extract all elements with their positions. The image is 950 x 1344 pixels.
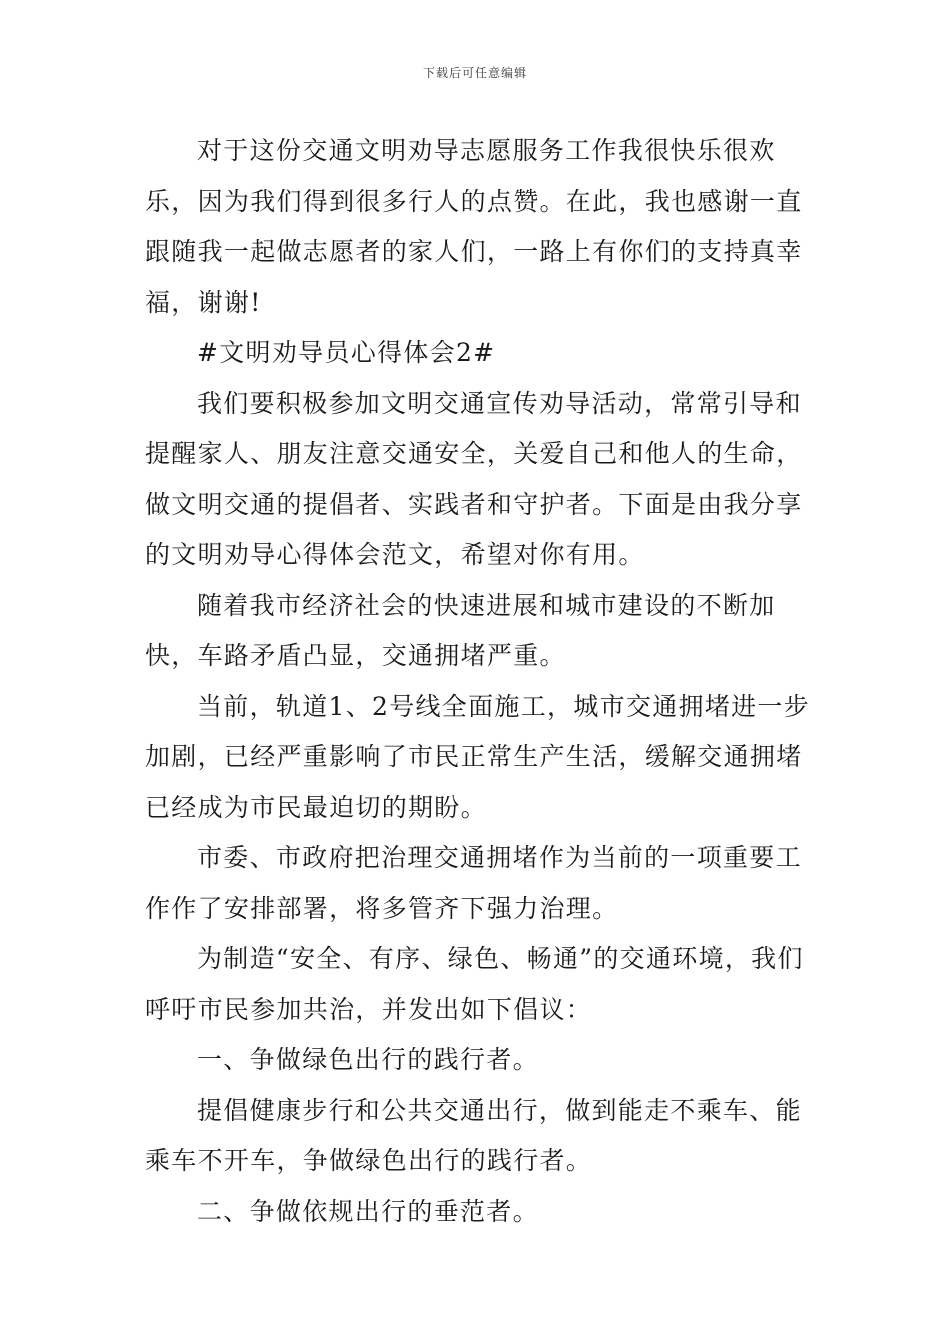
paragraph-current-situation: 当前，轨道1、2号线全面施工，城市交通拥堵进一步加剧，已经严重影响了市民正常生产生活，缓解交通拥堵已经成为市民最迫切的期盼。 [145, 691, 811, 822]
section-heading: #文明劝导员心得体会2# [197, 338, 496, 367]
paragraph-thanks: 对于这份交通文明劝导志愿服务工作我很快乐很欢乐，因为我们得到很多行人的点赞。在此，我也感谢一直跟随我一起做志愿者的家人们，一路上有你们的支持真幸福，谢谢! [145, 136, 803, 317]
paragraph-background: 随着我市经济社会的快速进展和城市建设的不断加快，车路矛盾凸显，交通拥堵严重。 [145, 590, 776, 670]
paragraph-government-plan: 市委、市政府把治理交通拥堵作为当前的一项重要工作作了安排部署，将多管齐下强力治理。 [145, 843, 802, 923]
paragraph-appeal: 为制造“安全、有序、绿色、畅通”的交通环境，我们呼吁市民参加共治，并发出如下倡议： [145, 944, 804, 1024]
document-body [145, 126, 825, 1237]
page-header: 下载后可任意编辑 [422, 66, 527, 80]
proposal-item-1-detail: 提倡健康步行和公共交通出行，做到能走不乘车、能乘车不开车，争做绿色出行的践行者。 [145, 1095, 802, 1175]
proposal-item-1-title: 一、争做绿色出行的践行者。 [197, 1045, 539, 1074]
paragraph-intro: 我们要积极参加文明交通宣传劝导活动，常常引导和提醒家人、朋友注意交通安全，关爱自己和他人的生命，做文明交通的提倡者、实践者和守护者。下面是由我分享的文明劝导心得体会范文，希望对你有用。 [145, 388, 803, 569]
proposal-item-2-title: 二、争做依规出行的垂范者。 [197, 1196, 539, 1226]
